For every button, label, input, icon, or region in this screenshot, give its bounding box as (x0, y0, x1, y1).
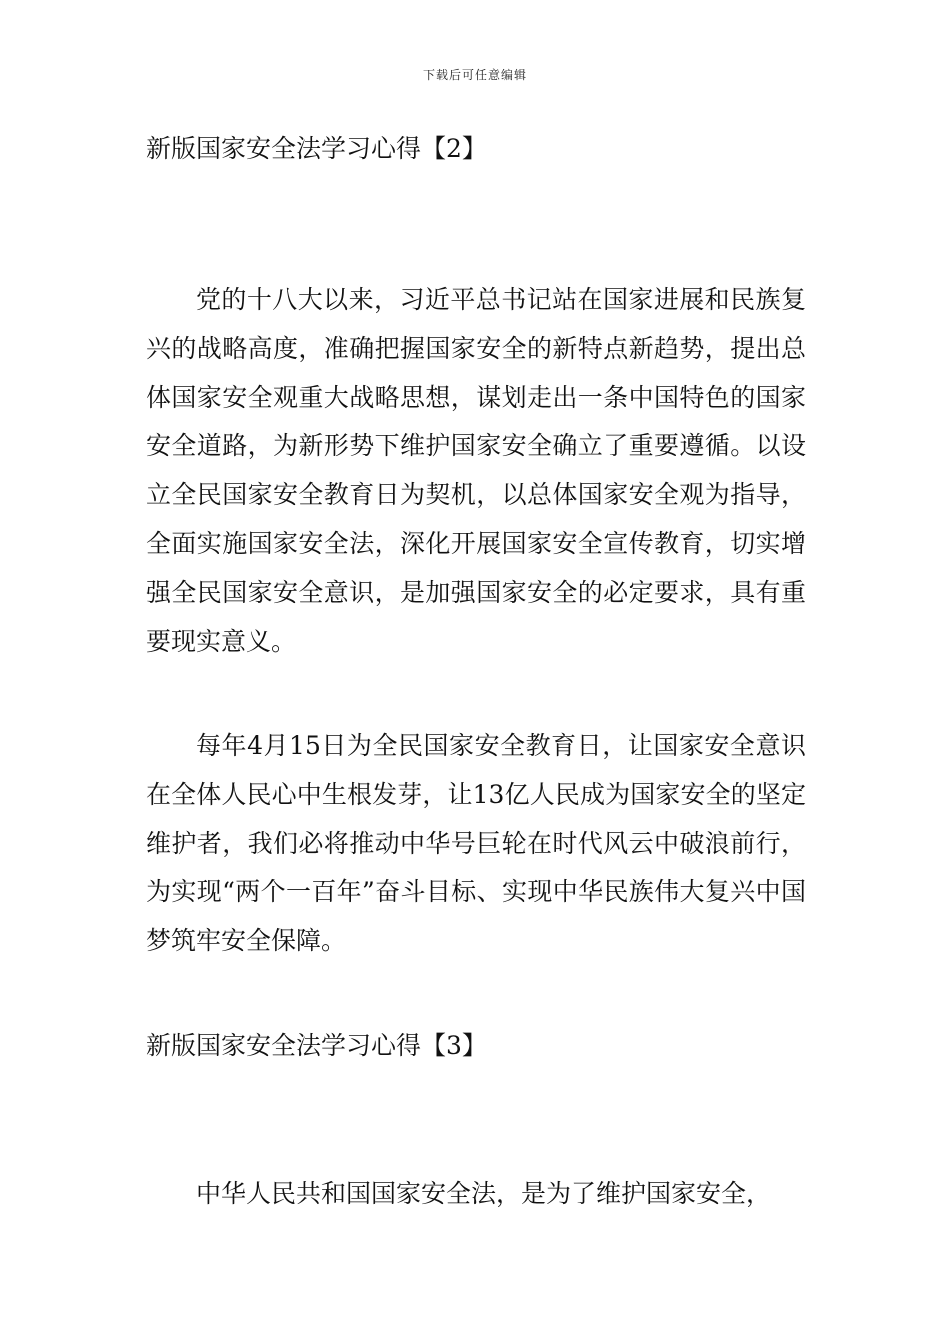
section-title: 新版国家安全法学习心得【2】 (146, 134, 487, 163)
paragraph: 党的十八大以来，习近平总书记站在国家进展和民族复兴的战略高度，准确把握国家安全的新特点新趋势，提出总体国家安全观重大战略思想，谋划走出一条中国特色的国家安全道路，为新形势下维护国家安全确立了重要遵循。以设立全民国家安全教育日为契机，以总体国家安全观为指导，全面实施国家安全法，深化开展国家安全宣传教育，切实增强全民国家安全意识，是加强国家安全的必定要求，具有重要现实意义。 (146, 285, 806, 656)
paragraph: 每年4月15日为全民国家安全教育日，让国家安全意识在全体人民心中生根发芽，让13亿人民成为国家安全的坚定维护者，我们必将推动中华号巨轮在时代风云中破浪前行，为实现“两个一百年”奋斗目标、实现中华民族伟大复兴中国梦筑牢安全保障。 (146, 731, 806, 956)
section-title: 新版国家安全法学习心得【3】 (146, 1031, 487, 1060)
paragraph: 中华人民共和国国家安全法，是为了维护国家安全， (196, 1179, 772, 1208)
header-note: 下载后可任意编辑 (422, 68, 527, 82)
